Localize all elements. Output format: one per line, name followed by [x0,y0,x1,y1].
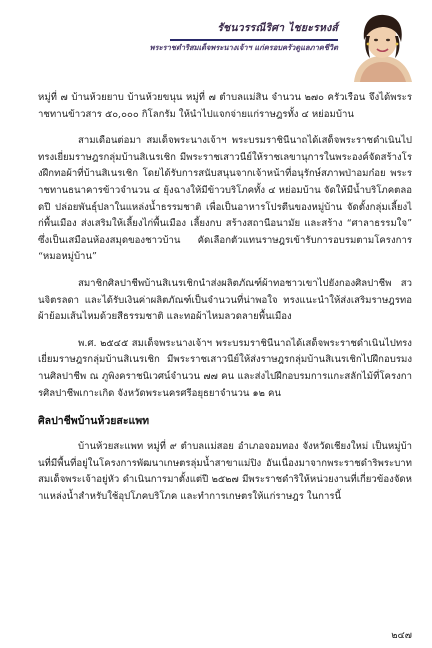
page-body [38,90,412,515]
header-subtitle: พระราชดำริสมเด็จพระนางเจ้าฯ แก่ครอบครัวดูแลภาคชีวิต [149,43,338,52]
section-heading: ศิลปาชีพบ้านห้วยสะแพท [38,415,150,428]
header-divider [170,39,338,41]
page-number: ๒๔๗ [391,630,412,641]
portrait-photo-icon [344,6,420,82]
paragraph-1: หมู่ที่ ๗ บ้านห้วยยาบ บ้านห้วยขนุน หมู่ที่ ๗ ตำบลแม่สิน จำนวน ๒๗๐ ครัวเรือน จึงได้พระราชทานข้าวสาร ๕๐,๐๐๐ กิโลกรัม ให้นำไปแจกจ่ายแก่ราษฎรทั้ง ๔ หย่อมบ้าน [38,92,412,120]
author-name: รัชนวรรณีริศา ไชยะรหงส์ [217,22,338,34]
paragraph-2: สามเดือนต่อมา สมเด็จพระนางเจ้าฯ พระบรมราชินีนาถได้เสด็จพระราชดำเนินไปทรงเยี่ยมราษฎรกลุ่มบ้านสิเนรเชิก มีพระราชเสาวนีย์ให้ราชเลขานุการในพระองค์จัดสร้างโรงฝึกทอผ้าที่บ้านสิเนรเชิก โดยได้รับการสนับสนุนจากเจ้าหน้าที่อนุรักษ์สภาพป่าอมก๋อย พระราชทานธนาคารข้าวจำนวน ๔ ยุ้งฉางให้มีข้าวบริโภคทั้ง ๔ หย่อมบ้าน จัดให้มีน้ำบริโภคตลอดปี ปล่อยพันธุ์ปลาในแหล่งน้ำธรรมชาติ เพื่อเป็นอาหารโปรตีนของหมู่บ้าน จัดตั้งกลุ่มเลี้ยงไก่พื้นเมือง ส่งเสริมให้เลี้ยงไก่พื้นเมือง เลี้ยงกบ สร้างสถานีอนามัย และสร้าง “ศาลาธรรมใจ” ซึ่งเป็นเสมือนห้องสมุดของชาวบ้าน คัดเลือกตัวแทนราษฎรเข้ารับการอบรมตามโครงการ “หมอหมู่บ้าน” [38,135,412,263]
paragraph-4: พ.ศ. ๒๕๔๕ สมเด็จพระนางเจ้าฯ พระบรมราชินีนาถได้เสด็จพระราชดำเนินไปทรงเยี่ยมราษฎรกลุ่มบ้านสิเนรเชิก มีพระราชเสาวนีย์ให้ส่งราษฎรกลุ่มบ้านสิเนรเชิกไปฝึกอบรมงานศิลปาชีพ ณ ภูพิงคราชนิเวศน์จำนวน ๗๗ คน และส่งไปฝึกอบรมการแกะสลักไม้ที่โครงการศิลปาชีพเกาะเกิด จังหวัดพระนครศรีอยุธยาจำนวน ๑๒ คน [38,337,412,399]
portrait-illustration [344,6,420,82]
page-header [0,0,432,88]
section-paragraph: บ้านห้วยสะแพท หมู่ที่ ๙ ตำบลแม่สอย อำเภอจอมทอง จังหวัดเชียงใหม่ เป็นหมู่บ้านที่มีพื้นที่อยู่ในโครงการพัฒนาเกษตรลุ่มน้ำสาขาแม่ปิง อันเนื่องมาจากพระราชดำริพระบาทสมเด็จพระเจ้าอยู่หัว ดำเนินการมาตั้งแต่ปี ๒๕๒๗ มีพระราชดำริให้หน่วยงานที่เกี่ยวข้องจัดหาแหล่งน้ำสำหรับใช้อุปโภคบริโภค และทำการเกษตรให้แก่ราษฎร ในการนี้ [38,441,412,502]
paragraph-3: สมาชิกศิลปาชีพบ้านสิเนรเชิกนำส่งผลิตภัณฑ์ผ้าทอชาวเขาไปยังกองศิลปาชีพ สวนจิตรลดา และได้รับเงินค่าผลิตภัณฑ์เป็นจำนวนที่น่าพอใจ ทรงแนะนำให้ส่งเสริมราษฎรทอผ้าย้อมเส้นไหมด้วยสีธรรมชาติ และทอผ้าไหมลวดลายพื้นเมือง [38,277,412,323]
